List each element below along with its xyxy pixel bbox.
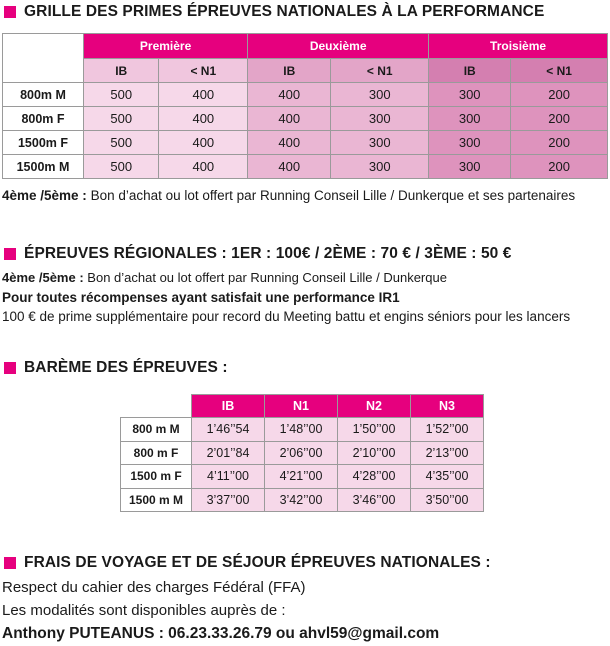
table-row [3,131,608,155]
value-cell: 300 [429,155,511,179]
value-cell: 400 [248,83,331,107]
table-row [3,107,608,131]
table-row [3,83,608,107]
value-cell: 400 [248,155,331,179]
value-cell: 200 [511,83,608,107]
table-row [3,155,608,179]
sub-header: < N1 [511,59,608,83]
table-row [121,488,484,512]
rank-prefix: 4ème /5ème : [2,270,84,285]
regional-note [2,268,447,287]
pink-square-bullet [4,248,16,260]
time-cell: 2’01’’84 [192,441,265,465]
value-cell: 200 [511,131,608,155]
value-cell: 500 [84,107,159,131]
ir1-line: Pour toutes récompenses ayant satisfait une performance IR1 [2,290,400,305]
time-cell: 1’46’’54 [192,418,265,442]
regional-note-text: Bon d’achat ou lot offert par Running Conseil Lille / Dunkerque [87,270,447,285]
section-bareme-heading [4,359,228,377]
group-header-troisieme: Troisième [429,34,608,59]
row-label: 1500 m M [121,488,192,512]
row-label: 800m F [3,107,84,131]
record-paragraph: 100 € de prime supplémentaire pour record du Meeting battu et engins séniors pour les lancers [2,309,571,324]
table-row [121,465,484,489]
time-cell: 1’48’’00 [265,418,338,442]
value-cell: 400 [159,107,248,131]
bareme-header: N2 [338,395,411,418]
time-cell: 1’52’’00 [411,418,484,442]
section-regionales-title: ÉPREUVES RÉGIONALES : 1ER : 100€ / 2ÈME : 70 € / 3ÈME : 50 € [24,245,512,262]
value-cell: 300 [429,131,511,155]
time-cell: 3’46’’00 [338,488,411,512]
table-row [121,441,484,465]
rank-prefix: 4ème /5ème : [2,188,87,203]
pink-square-bullet [4,6,16,18]
section-regionales-heading [4,245,512,263]
ffa-line: Respect du cahier des charges Fédéral (FFA) [2,579,306,596]
contact-line: Anthony PUTEANUS : 06.23.33.26.79 ou ahvl59@gmail.com [2,625,440,642]
value-cell: 400 [159,155,248,179]
bareme-header: N1 [265,395,338,418]
value-cell: 300 [429,83,511,107]
time-cell: 4’21’’00 [265,465,338,489]
value-cell: 400 [159,131,248,155]
section-grille-heading [4,3,544,21]
time-cell: 2’10’’00 [338,441,411,465]
value-cell: 400 [159,83,248,107]
value-cell: 300 [331,83,429,107]
section-frais-title: FRAIS DE VOYAGE ET DE SÉJOUR ÉPREUVES NATIONALES : [24,554,491,571]
row-label: 1500m M [3,155,84,179]
value-cell: 300 [429,107,511,131]
empty-corner-cell [121,395,192,418]
pink-square-bullet [4,557,16,569]
value-cell: 300 [331,107,429,131]
sub-header: < N1 [159,59,248,83]
time-cell: 3’50’’00 [411,488,484,512]
bareme-header: IB [192,395,265,418]
row-label: 1500 m F [121,465,192,489]
table-row [121,418,484,442]
primes-table [2,33,608,179]
time-cell: 2’13’’00 [411,441,484,465]
value-cell: 400 [248,131,331,155]
value-cell: 200 [511,107,608,131]
value-cell: 400 [248,107,331,131]
value-cell: 500 [84,155,159,179]
value-cell: 200 [511,155,608,179]
time-cell: 2’06’’00 [265,441,338,465]
group-header-deuxieme: Deuxième [248,34,429,59]
group-header-premiere: Première [84,34,248,59]
time-cell: 3’37’’00 [192,488,265,512]
time-cell: 4’35’’00 [411,465,484,489]
value-cell: 500 [84,131,159,155]
row-label: 800m M [3,83,84,107]
time-cell: 1’50’’00 [338,418,411,442]
modalites-line: Les modalités sont disponibles auprès de : [2,602,286,619]
section-grille-title: GRILLE DES PRIMES ÉPREUVES NATIONALES À LA PERFORMANCE [24,3,545,20]
value-cell: 500 [84,83,159,107]
empty-corner-cell [3,34,84,83]
row-label: 800 m F [121,441,192,465]
bareme-header: N3 [411,395,484,418]
value-cell: 300 [331,131,429,155]
sub-header: IB [429,59,511,83]
sub-header: IB [248,59,331,83]
sub-header: IB [84,59,159,83]
time-cell: 3’42’’00 [265,488,338,512]
pink-square-bullet [4,362,16,374]
bareme-table [120,394,484,512]
national-note [2,186,608,205]
value-cell: 300 [331,155,429,179]
national-note-text: Bon d’achat ou lot offert par Running Conseil Lille / Dunkerque et ses partenaires [90,188,576,203]
row-label: 800 m M [121,418,192,442]
row-label: 1500m F [3,131,84,155]
time-cell: 4’11’’00 [192,465,265,489]
section-bareme-title: BARÈME DES ÉPREUVES : [24,359,228,376]
section-frais-heading [4,554,491,572]
time-cell: 4’28’’00 [338,465,411,489]
sub-header: < N1 [331,59,429,83]
